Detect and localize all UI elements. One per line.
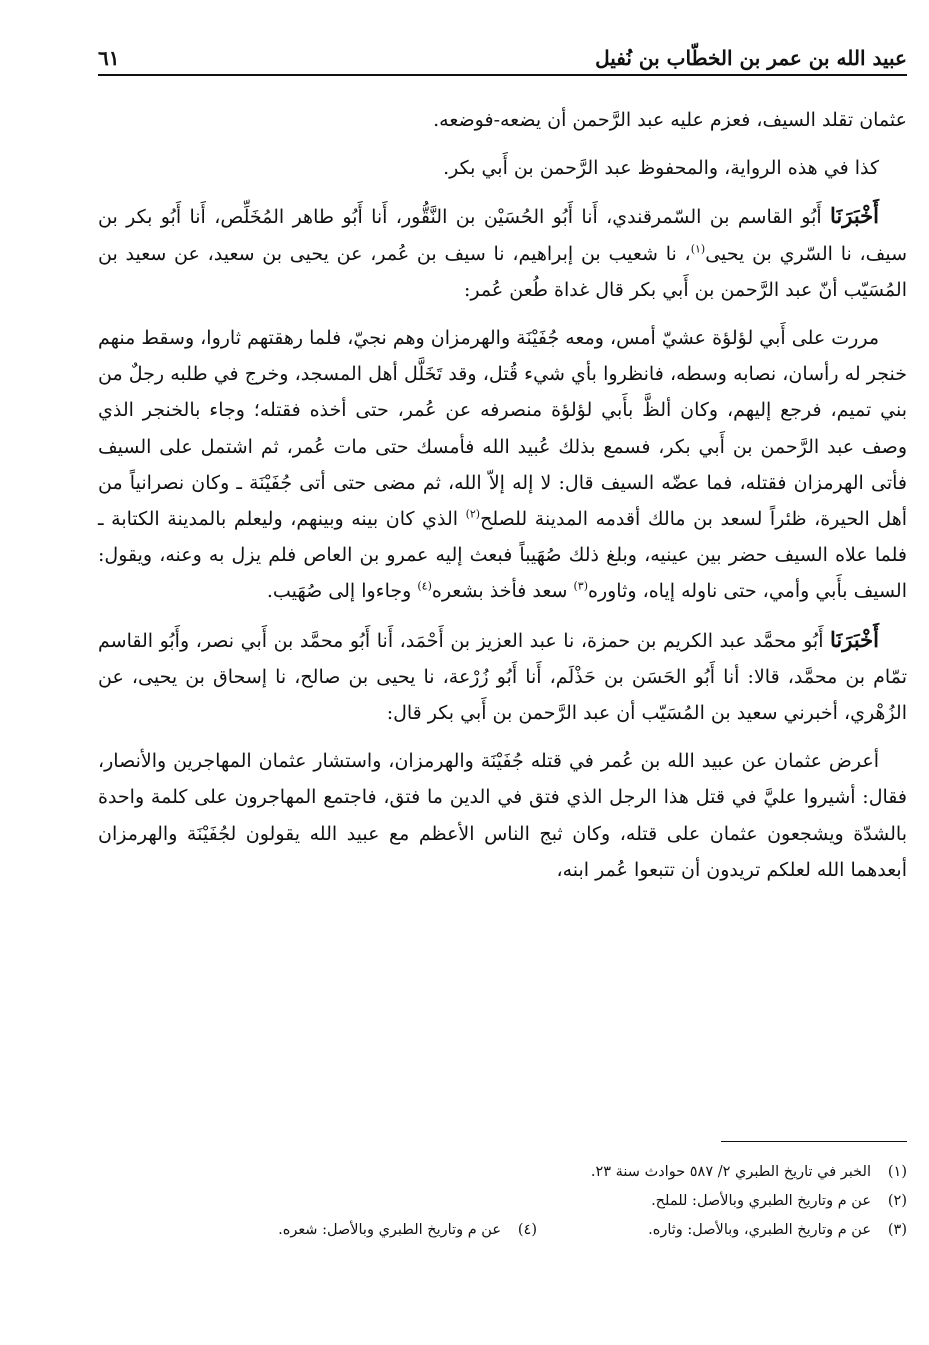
footnote-text: عن م وتاريخ الطبري، وبالأصل: وثاره. bbox=[648, 1222, 871, 1238]
akhbarana-keyword-2: أَخْبَرَنَا bbox=[830, 626, 879, 652]
footnote-3 bbox=[537, 1216, 907, 1245]
footnote-ref-2[interactable]: (٢) bbox=[465, 507, 481, 521]
narration-text-d: وجاءوا إلى صُهَيب. bbox=[266, 580, 418, 603]
akhbarana-keyword: أَخْبَرَنَا bbox=[830, 203, 879, 229]
paragraph-2: كذا في هذه الرواية، والمحفوظ عبد الرَّحمن بن أَبي بكر. bbox=[443, 157, 879, 180]
narration-text-c: سعد فأخذ بشعره bbox=[431, 580, 574, 603]
footnotes bbox=[98, 1158, 907, 1245]
footnote-ref-3[interactable]: (٣) bbox=[573, 580, 588, 594]
narration-paragraph-2: أعرض عثمان عن عبيد الله بن عُمر في قتله جُفَيْنَة والهرمزان، واستشار عثمان المهاجرين والأنصار، فقال: أشيروا عليَّ في قتل هذا الرجل الذي فتق في الدين ما فتق، فاجتمع المهاجرون على كلمة واحدة بالشدّة ويشجعون عثمان على قتله، وكان ثبج الناس الأعظم مع عبيد الله يقولون لجُفَيْنَة والهرمزان أبعدهما الله لعلكم تريدون أن تتبعوا عُمر ابنه، bbox=[98, 750, 907, 881]
footnote-2 bbox=[98, 1187, 907, 1216]
running-title: عبيد الله بن عمر بن الخطّاب بن نُفيل bbox=[595, 46, 907, 70]
footnote-ref-4[interactable]: (٤) bbox=[417, 580, 432, 594]
footnote-number: (٤) bbox=[517, 1222, 537, 1238]
footnote-pair bbox=[98, 1216, 907, 1245]
isnad-paragraph-2 bbox=[98, 622, 907, 732]
footnote-1 bbox=[98, 1158, 907, 1187]
footnote-divider bbox=[721, 1141, 907, 1142]
isnad-text-a: أَبُو القاسم بن السّمرقندي، أَنا أَبُو الحُسَيْن بن النَّقُّور، أَنا أَبُو طاهر المُخَلِّص، أَنا أَبُو بكر بن سيف، نا السّري بن يحيى bbox=[98, 206, 908, 265]
footnote-ref-1[interactable]: (١) bbox=[690, 242, 706, 256]
footnote-text: الخبر في تاريخ الطبري ٢/ ٥٨٧ حوادث سنة ٢٣. bbox=[590, 1164, 871, 1180]
footnote-text: عن م وتاريخ الطبري وبالأصل: شعره. bbox=[278, 1222, 501, 1238]
narration-paragraph-1 bbox=[98, 320, 907, 610]
footnote-number: (١) bbox=[887, 1164, 907, 1180]
main-text bbox=[98, 102, 907, 900]
page-header bbox=[98, 36, 907, 76]
paragraph-1: عثمان تقلد السيف، فعزم عليه عبد الرَّحمن أن يضعه-فوضعه. bbox=[433, 109, 907, 131]
narration-text-a: مررت على أَبي لؤلؤة عشيّ أمس، ومعه جُفَيْنَة والهرمزان وهم نجيّ، فلما رهقتهم ثاروا، وسقط منهم خنجر له رأسان، نصابه وسطه، فانظروا بأي شيء قُتل، وقد تَخَلَّل أهل المسجد، وخرج في طلبه رجلٌ من بني تميم، فرجع إليهم، وكان ألظَّ بأَبي لؤلؤة منصرفه عن عُمر، حتى أخذه فقتله؛ وجاء بالخنجر الذي وصف عبد الرَّحمن بن أَبي بكر، فسمع بذلك عُبيد الله فأمسك حتى مات عُمر، ثم اشتمل على السيف فأتى الهرمزان فقتله، فما عضّه السيف قال: لا إله إلاّ الله، ثم مضى حتى أتى جُفَيْنَة ـ وكان نصرانياً من أهل الحيرة، ظئراً لسعد بن مالك أقدمه المدينة للصلح bbox=[98, 327, 908, 531]
footnote-text: عن م وتاريخ الطبري وبالأصل: للملح. bbox=[651, 1193, 871, 1209]
isnad-text-2: أَبُو محمَّد عبد الكريم بن حمزة، نا عبد العزيز بن أَحْمَد، أَنا أَبُو محمَّد بن أَبي نصر، وأَبُو القاسم تمّام بن محمَّد، قالا: أنا أَبُو الحَسَن بن حَذْلَم، أَنا أَبُو زُرْعة، نا يحيى بن صالح، نا إسحاق بن يحيى، عن الزُهْري، أخبرني سعيد بن المُسَيّب أن عبد الرَّحمن بن أَبي بكر قال: bbox=[98, 629, 907, 725]
footnote-4 bbox=[278, 1216, 537, 1245]
isnad-text-b: ، نا شعيب بن إبراهيم، نا سيف بن عُمر، عن يحيى بن سعيد، عن سعيد بن المُسَيّب أنّ عبد الرَّحمن بن أَبي بكر قال غداة طُعن عُمر: bbox=[98, 242, 907, 301]
page-number: ٦١ bbox=[98, 46, 120, 70]
footnote-number: (٣) bbox=[887, 1222, 907, 1238]
isnad-paragraph-1 bbox=[98, 198, 907, 308]
footnote-number: (٢) bbox=[887, 1193, 907, 1209]
narration-text-b: الذي كان بينه وبينهم، وليعلم بالمدينة الكتابة ـ فلما علاه السيف حضر بين عينيه، وبلغ ذلك صُهَيباً فبعث إليه عمرو بن العاص فلم يزل به وعنه، ويقول: السيف بأَبي وأمي، حتى ناوله إياه، وثاوره bbox=[98, 508, 907, 603]
